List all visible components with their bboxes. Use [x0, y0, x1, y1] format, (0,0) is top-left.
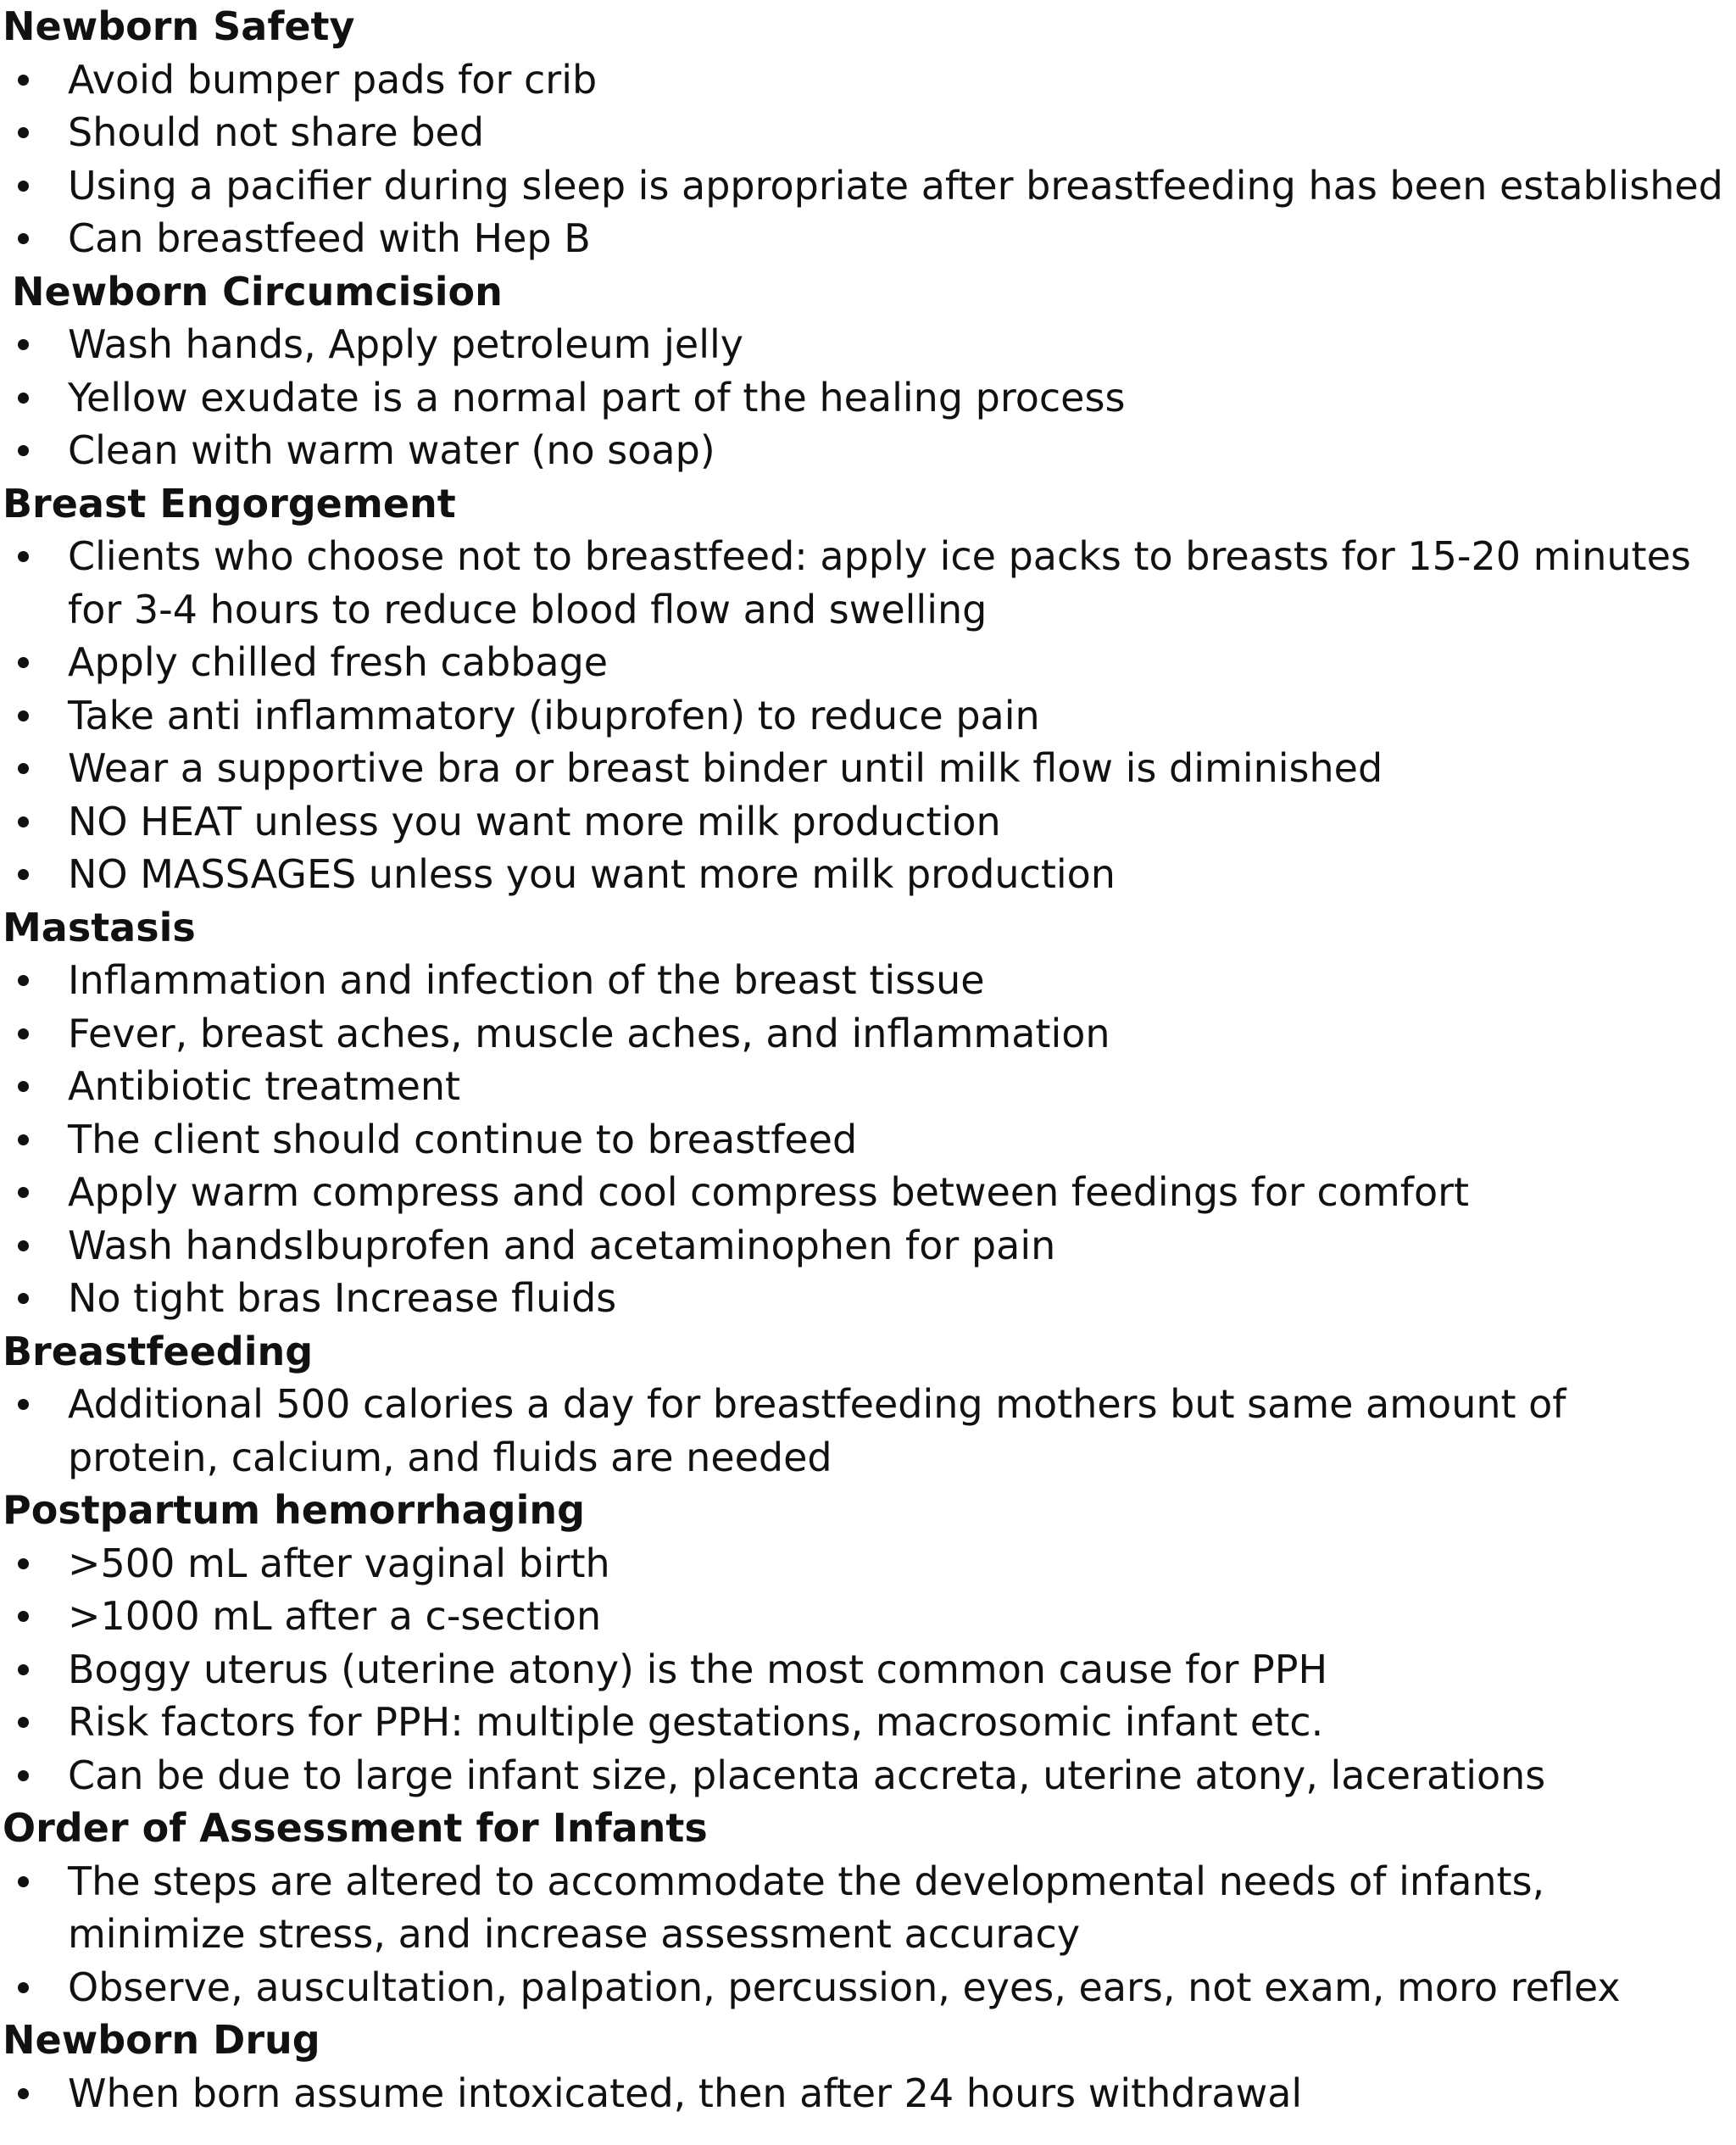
- list-item: [0, 1696, 1736, 1749]
- section-order-of-assessment: [0, 1802, 1736, 2014]
- bullet-icon: [18, 1611, 29, 1622]
- list-item-text: When born assume intoxicated, then after 24 hours withdrawal: [68, 2070, 1303, 2116]
- bullet-list: [0, 1855, 1736, 2014]
- list-item: [0, 689, 1736, 743]
- bullet-list: [0, 1537, 1736, 1802]
- section-heading: Breastfeeding: [3, 1328, 314, 1374]
- list-item-text: Additional 500 calories a day for breastfeeding mothers but same amount of protein, calcium, and fluids are needed: [68, 1381, 1566, 1480]
- list-item: [0, 371, 1736, 425]
- section-newborn-drug: [0, 2014, 1736, 2120]
- list-item-text: Can be due to large infant size, placenta accreta, uterine atony, lacerations: [68, 1752, 1546, 1798]
- bullet-list: [0, 53, 1736, 265]
- bullet-icon: [18, 1081, 29, 1092]
- list-item: [0, 1855, 1736, 1961]
- bullet-icon: [18, 657, 29, 668]
- bullet-list: [0, 530, 1736, 901]
- list-item: [0, 742, 1736, 795]
- bullet-icon: [18, 1664, 29, 1675]
- bullet-icon: [18, 816, 29, 827]
- list-item-text: Should not share bed: [68, 109, 485, 155]
- bullet-icon: [18, 2088, 29, 2099]
- list-item-text: Inflammation and infection of the breast tissue: [68, 957, 985, 1003]
- bullet-list: [0, 1378, 1736, 1484]
- list-item-text: Clients who choose not to breastfeed: apply ice packs to breasts for 15-20 minutes for 3-4 hours to reduce blood flow and swelling: [68, 533, 1691, 632]
- list-item: [0, 1272, 1736, 1325]
- bullet-icon: [18, 1399, 29, 1410]
- bullet-icon: [18, 75, 29, 86]
- section-heading: Newborn Safety: [3, 3, 355, 49]
- bullet-icon: [18, 1134, 29, 1145]
- section-heading: Newborn Drug: [3, 2017, 320, 2063]
- list-item-text: >1000 mL after a c-section: [68, 1593, 602, 1639]
- bullet-icon: [18, 763, 29, 774]
- section-breastfeeding: [0, 1325, 1736, 1485]
- list-item-text: Fever, breast aches, muscle aches, and inflammation: [68, 1010, 1110, 1056]
- list-item: [0, 53, 1736, 107]
- list-item: [0, 424, 1736, 477]
- list-item: [0, 530, 1736, 636]
- list-item-text: Apply chilled fresh cabbage: [68, 639, 609, 685]
- list-item: [0, 1166, 1736, 1219]
- section-heading: Postpartum hemorrhaging: [3, 1487, 586, 1533]
- list-item-text: Wash handsIbuprofen and acetaminophen for pain: [68, 1222, 1056, 1268]
- bullet-icon: [18, 1876, 29, 1887]
- bullet-list: [0, 2067, 1736, 2120]
- list-item-text: Clean with warm water (no soap): [68, 427, 715, 473]
- list-item: [0, 1113, 1736, 1167]
- list-item: [0, 1378, 1736, 1484]
- list-item: [0, 1590, 1736, 1643]
- list-item-text: Wear a supportive bra or breast binder until milk flow is diminished: [68, 745, 1383, 791]
- list-item: [0, 1961, 1736, 2014]
- bullet-icon: [18, 393, 29, 404]
- list-item: [0, 954, 1736, 1007]
- bullet-icon: [18, 1293, 29, 1304]
- bullet-icon: [18, 1717, 29, 1728]
- list-item-text: Observe, auscultation, palpation, percussion, eyes, ears, not exam, moro reflex: [68, 1964, 1621, 2010]
- bullet-list: [0, 318, 1736, 477]
- list-item-text: Antibiotic treatment: [68, 1063, 461, 1109]
- list-item-text: NO MASSAGES unless you want more milk production: [68, 851, 1116, 897]
- list-item-text: The steps are altered to accommodate the developmental needs of infants, minimize stress, and increase assessment accuracy: [68, 1858, 1545, 1957]
- bullet-icon: [18, 339, 29, 350]
- list-item: [0, 1537, 1736, 1591]
- bullet-icon: [18, 1240, 29, 1251]
- bullet-icon: [18, 445, 29, 456]
- bullet-icon: [18, 1187, 29, 1198]
- section-heading: Mastasis: [3, 904, 196, 950]
- list-item-text: Boggy uterus (uterine atony) is the most common cause for PPH: [68, 1646, 1328, 1692]
- list-item-text: NO HEAT unless you want more milk production: [68, 798, 1001, 844]
- list-item-text: Take anti inflammatory (ibuprofen) to reduce pain: [68, 692, 1040, 738]
- bullet-icon: [18, 869, 29, 880]
- list-item: [0, 2067, 1736, 2120]
- list-item: [0, 1643, 1736, 1696]
- bullet-icon: [18, 551, 29, 562]
- bullet-icon: [18, 127, 29, 138]
- bullet-icon: [18, 181, 29, 192]
- list-item: [0, 636, 1736, 689]
- section-heading: Breast Engorgement: [3, 480, 456, 526]
- bullet-icon: [18, 233, 29, 244]
- section-mastasis: [0, 901, 1736, 1325]
- section-newborn-safety: [0, 0, 1736, 265]
- list-item: [0, 212, 1736, 265]
- bullet-icon: [18, 975, 29, 986]
- bullet-icon: [18, 710, 29, 722]
- section-newborn-circumcision: [0, 265, 1736, 477]
- list-item-text: Avoid bumper pads for crib: [68, 56, 598, 103]
- bullet-list: [0, 954, 1736, 1325]
- section-breast-engorgement: [0, 477, 1736, 901]
- list-item: [0, 795, 1736, 849]
- list-item-text: Yellow exudate is a normal part of the healing process: [68, 374, 1126, 421]
- section-heading: Order of Assessment for Infants: [3, 1805, 708, 1851]
- list-item: [0, 1219, 1736, 1273]
- bullet-icon: [18, 1028, 29, 1039]
- list-item-text: Risk factors for PPH: multiple gestations, macrosomic infant etc.: [68, 1699, 1324, 1745]
- list-item: [0, 1007, 1736, 1061]
- list-item: [0, 848, 1736, 901]
- list-item-text: >500 mL after vaginal birth: [68, 1540, 610, 1586]
- section-heading: Newborn Circumcision: [12, 268, 503, 315]
- list-item: [0, 106, 1736, 159]
- list-item-text: Can breastfeed with Hep B: [68, 215, 591, 261]
- list-item-text: Using a pacifier during sleep is appropriate after breastfeeding has been established: [68, 162, 1723, 209]
- list-item-text: Apply warm compress and cool compress between feedings for comfort: [68, 1169, 1470, 1215]
- list-item-text: The client should continue to breastfeed: [68, 1116, 858, 1162]
- bullet-icon: [18, 1982, 29, 1993]
- list-item-text: No tight bras Increase fluids: [68, 1275, 617, 1321]
- list-item-text: Wash hands, Apply petroleum jelly: [68, 321, 743, 367]
- bullet-icon: [18, 1558, 29, 1569]
- list-item: [0, 318, 1736, 371]
- list-item: [0, 159, 1736, 213]
- section-postpartum-hemorrhaging: [0, 1484, 1736, 1802]
- bullet-icon: [18, 1770, 29, 1781]
- list-item: [0, 1060, 1736, 1113]
- list-item: [0, 1749, 1736, 1802]
